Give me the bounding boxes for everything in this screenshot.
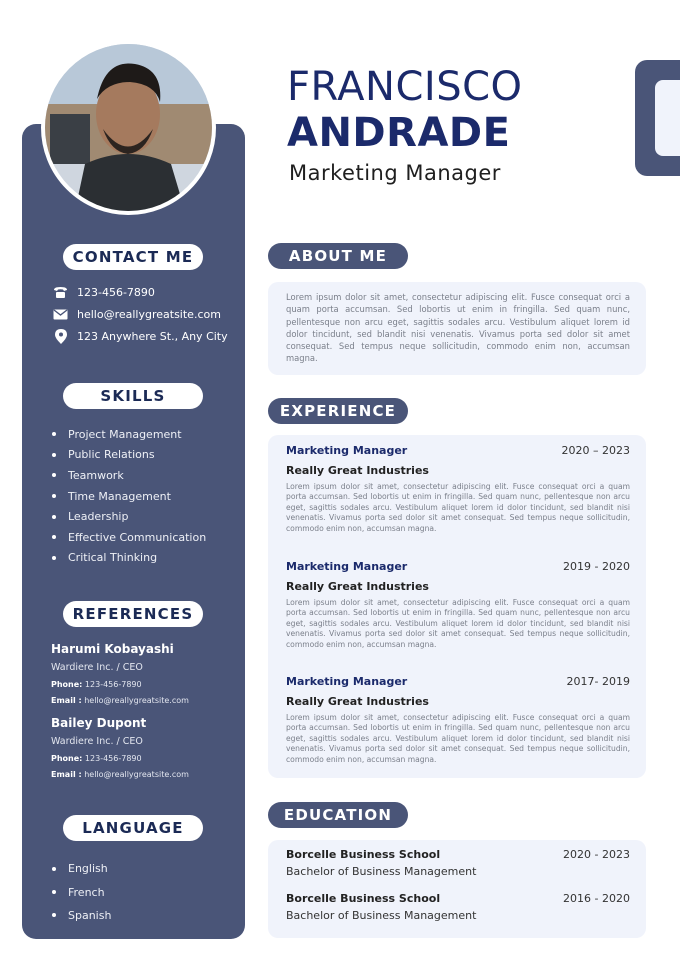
skill-item: Critical Thinking <box>52 548 206 569</box>
reference-item <box>51 642 189 705</box>
phone-text: 123-456-7890 <box>77 285 155 299</box>
skill-item: Leadership <box>52 506 206 527</box>
experience-description: Lorem ipsum dolor sit amet, consectetur adipiscing elit. Fusce consequat orci a quam porta accumsan. Sed lobortis ut enim in fringilla. Sed quam nunc, pellentesque non arcu eget, sagittis sodales arcu. Vestibulum aliquet lorem id dolor tincidunt, sed blandit nisi venenatis. Vivamus porta sed dolor sit amet consequat. Sed tempus neque sollicitudin, commodo enim non, accumsan magna. <box>286 713 630 764</box>
profile-photo <box>41 40 216 215</box>
reference-name: Bailey Dupont <box>51 716 147 730</box>
about-heading: ABOUT ME <box>268 243 408 269</box>
contact-heading: CONTACT ME <box>63 244 203 270</box>
experience-description: Lorem ipsum dolor sit amet, consectetur adipiscing elit. Fusce consequat orci a quam porta accumsan. Sed lobortis ut enim in fringilla. Sed quam nunc, pellentesque non arcu eget, sagittis sodales arcu. Vestibulum aliquet lorem id dolor tincidunt, sed blandit nisi venenatis. Vivamus porta sed dolor sit amet consequat. Sed tempus neque sollicitudin, commodo enim non, accumsan magna. <box>286 598 630 649</box>
about-text: Lorem ipsum dolor sit amet, consectetur adipiscing elit. Fusce consequat orci a quam porta accumsan. Sed lobortis ut enim in fringilla. Sed quam nunc, pellentesque non arcu eget, sagittis sodales arcu. Vestibulum aliquet lorem id dolor tincidunt, sed blandit nisi venenatis. Vivamus porta sed dolor sit amet consequat. Sed tempus neque sollicitudin, commodo enim non, accumsan magna. <box>286 292 630 364</box>
experience-years: 2019 - 2020 <box>563 560 630 573</box>
location-pin-icon <box>52 329 69 343</box>
contact-address <box>52 329 228 343</box>
references-heading: REFERENCES <box>63 601 203 627</box>
experience-heading: EXPERIENCE <box>268 398 408 424</box>
experience-company: Really Great Industries <box>286 464 429 477</box>
skill-item: Effective Communication <box>52 527 206 548</box>
reference-email: Email : hello@reallygreatsite.com <box>51 696 189 705</box>
reference-name: Harumi Kobayashi <box>51 642 174 656</box>
reference-company: Wardiere Inc. / CEO <box>51 736 143 747</box>
experience-entry <box>286 444 630 534</box>
skill-item: Public Relations <box>52 445 206 466</box>
language-list <box>52 857 111 927</box>
reference-email: Email : hello@reallygreatsite.com <box>51 770 189 779</box>
skills-list <box>52 424 206 568</box>
contact-phone[interactable] <box>52 285 155 299</box>
experience-title: Marketing Manager <box>286 675 408 688</box>
experience-entry <box>286 560 630 650</box>
education-heading: EDUCATION <box>268 802 408 828</box>
education-years: 2016 - 2020 <box>563 892 630 905</box>
language-item: French <box>52 880 111 903</box>
skills-heading: SKILLS <box>63 383 203 409</box>
experience-description: Lorem ipsum dolor sit amet, consectetur adipiscing elit. Fusce consequat orci a quam porta accumsan. Sed lobortis ut enim in fringilla. Sed quam nunc, pellentesque non arcu eget, sagittis sodales arcu. Vestibulum aliquet lorem id dolor tincidunt, sed blandit nisi venenatis. Vivamus porta sed dolor sit amet consequat. Sed tempus neque sollicitudin, commodo enim non, accumsan magna. <box>286 482 630 533</box>
education-degree: Bachelor of Business Management <box>286 865 477 878</box>
experience-years: 2020 – 2023 <box>561 444 630 457</box>
person-avatar-icon <box>45 44 212 211</box>
reference-company: Wardiere Inc. / CEO <box>51 662 143 673</box>
email-text: hello@reallygreatsite.com <box>77 307 221 321</box>
experience-company: Really Great Industries <box>286 580 429 593</box>
first-name: FRANCISCO <box>287 64 523 110</box>
experience-title: Marketing Manager <box>286 444 408 457</box>
skill-item: Time Management <box>52 486 206 507</box>
education-degree: Bachelor of Business Management <box>286 909 477 922</box>
phone-icon <box>52 285 69 299</box>
job-title: Marketing Manager <box>289 161 501 185</box>
skill-item: Project Management <box>52 424 206 445</box>
experience-entry <box>286 675 630 765</box>
address-text: 123 Anywhere St., Any City <box>77 329 228 343</box>
experience-company: Really Great Industries <box>286 695 429 708</box>
experience-title: Marketing Manager <box>286 560 408 573</box>
language-heading: LANGUAGE <box>63 815 203 841</box>
education-entry <box>286 892 630 922</box>
education-school: Borcelle Business School <box>286 848 441 861</box>
last-name: ANDRADE <box>287 110 511 156</box>
contact-email[interactable] <box>52 307 221 321</box>
reference-item <box>51 716 189 779</box>
education-entry <box>286 848 630 878</box>
language-item: Spanish <box>52 904 111 927</box>
language-item: English <box>52 857 111 880</box>
education-years: 2020 - 2023 <box>563 848 630 861</box>
reference-phone: Phone: 123-456-7890 <box>51 754 142 763</box>
education-school: Borcelle Business School <box>286 892 441 905</box>
skill-item: Teamwork <box>52 465 206 486</box>
email-icon <box>52 307 69 321</box>
experience-years: 2017- 2019 <box>566 675 630 688</box>
reference-phone: Phone: 123-456-7890 <box>51 680 142 689</box>
corner-decoration <box>635 60 680 176</box>
